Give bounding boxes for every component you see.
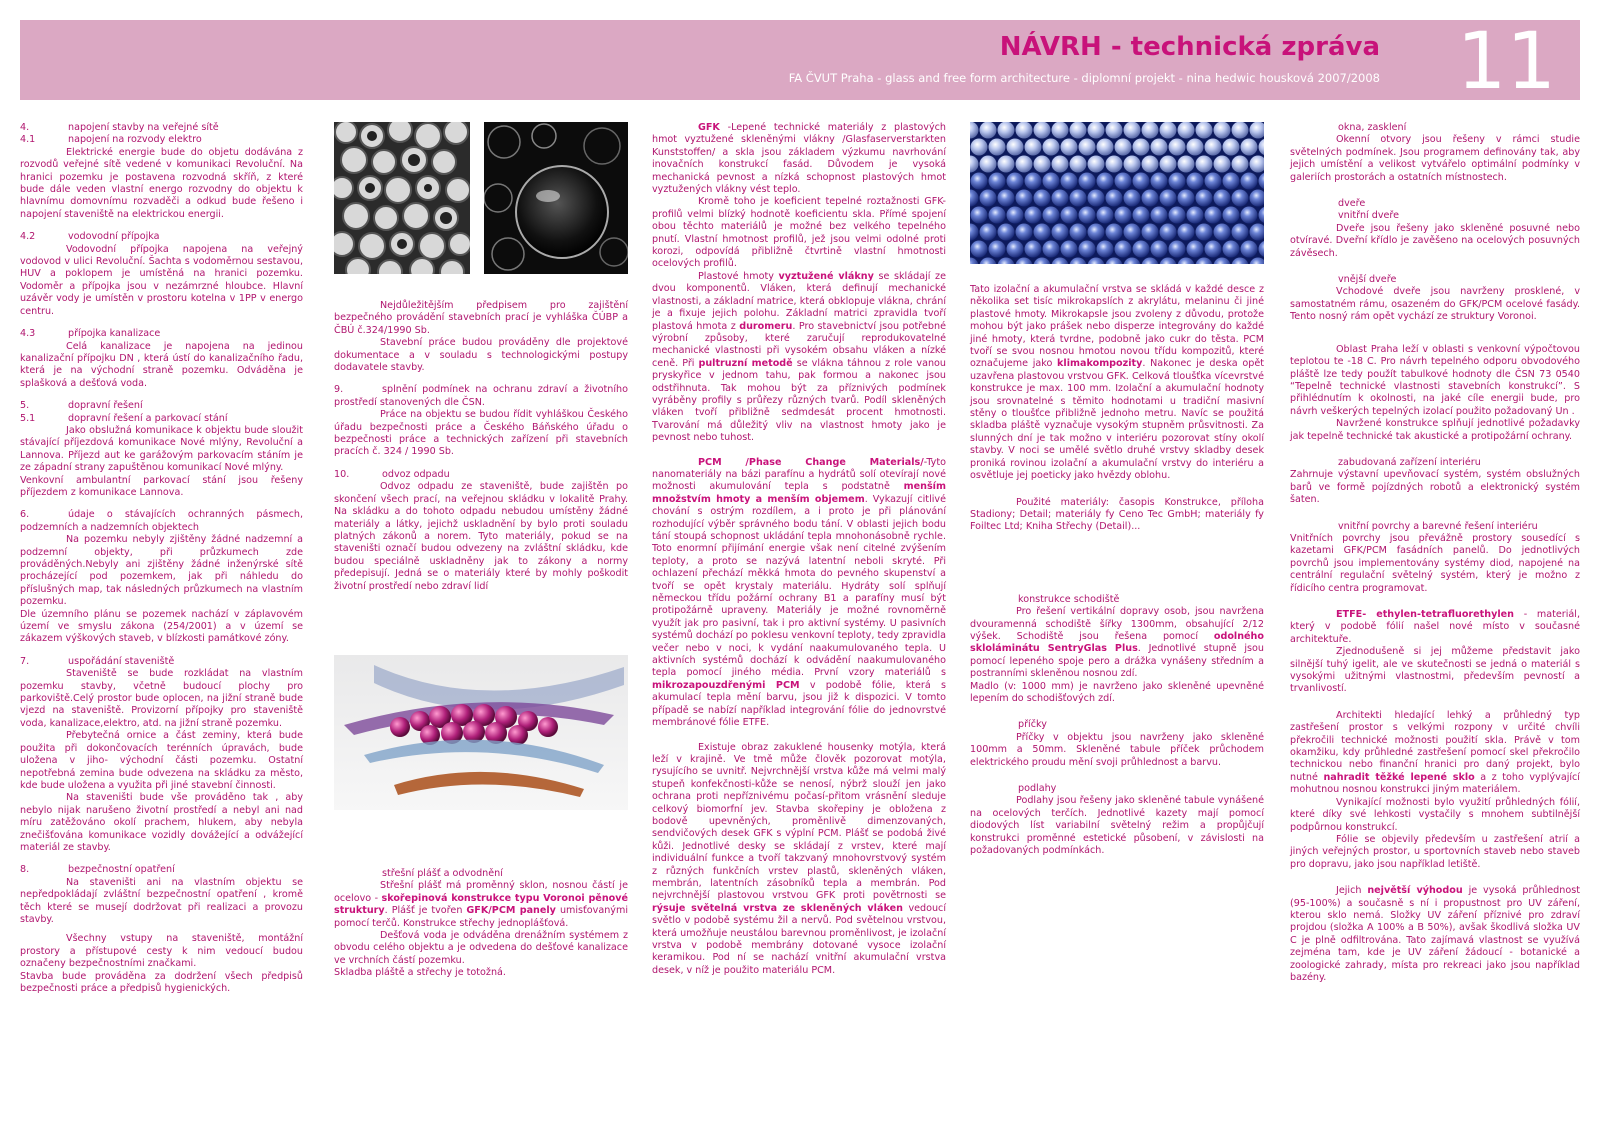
column-3 (652, 122, 946, 984)
paragraph: Střešní plášť má proměnný sklon, nosnou částí je ocelovo - skořepinová konstrukce typu Voronoi pěnové struktury. Plášť je tvořen GFK/PCM panely umisťovanými pomocí terčů. Konstrukce střechy jednoplášťová. (334, 880, 628, 929)
paragraph: Příčky v objektu jsou navrženy jako skleněné 100mm a 50mm. Skleněné tabule příček průchodem elektrického proudu mění svoji průhlednost a barvu. (970, 731, 1264, 768)
paragraph: Na pozemku nebyly zjištěny žádné nadzemní a podzemní objekty, při průzkumech zde prováděných.Nebyly ani zjištěny žádné inženýrské sítě procházející pod pozemkem, jak při náhledu do příslušných map, tak následných průzkumech na vlastním pozemku. (20, 534, 303, 608)
column-5 (1290, 122, 1580, 991)
paragraph: Tato izolační a akumulační vrstva se skládá v každé desce z několika set tisíc mikrokapslích z akrylátu, melaninu či jiné plastové hmoty. Mikrokapsle jsou zvoleny z důvodu, protože mohou být jako prášek nebo disperze integrovány do každé jiné hmoty, která tvrdne, podobně jako cukr do těsta. PCM tvoří se svou nosnou hmotou novou třídu kompozitů, které označujeme jako klimakompozity. Nakonec je deska opět uzavřena plastovou vrstvou GFK. Celková tloušťka vícevrstvé konstrukce je max. 100 mm. Izolační a akumulační hodnoty jsou srovnatelné s těmito hodnotami u tradiční masivní stěny o tloušťce přibližně jednoho metru. Navíc se použitá skladba pláště vyznačuje vysokým stupněm průsvitnosti. Za slunných dní je tak možno v interiéru pozorovat stíny okolí stavby. V noci se umělé světlo druhé vrstvy skladby desek proniká rovinou izolační a akumulační vrstvy do interiéru a osvětluje jej poeticky jako hvězdy oblohu. (970, 284, 1264, 482)
paragraph: Venkovní ambulantní parkovací stání jsou řešeny příjezdem z komunikace Lannova. (20, 474, 303, 498)
subsection-heading: zabudovaná zařízení interiéru (1338, 456, 1481, 468)
column-2 (334, 300, 628, 600)
paragraph: Vnitřních povrchy jsou převážně prostory sousedící s kazetami GFK/PCM fasádních panelů. Do jednotlivých povrchů jsou implementovány systémy diod, napojené na centrální regulační světelný systém, který je možno z řídicího centra programovat. (1290, 532, 1580, 594)
paragraph: Jejich největší výhodou je vysoká průhlednost (95-100%) a současně s ní i propustnost pro UV záření, kterou sklo nemá. Složky UV záření příznivé pro zdraví projdou (složka A 100% a B 50%), avšak škodlivá složka UV C je plně odfiltrována. Tato zajímavá vlastnost se využívá zejména tam, kde je UV záření žádoucí - botanické a zoologické zahrady, místa pro rekreaci jako jsou například bazény. (1290, 885, 1580, 983)
subsection-heading: vnitřní dveře (1338, 210, 1400, 222)
page-title: NÁVRH - technická zpráva (999, 32, 1380, 62)
paragraph: Zahrnuje výstavní upevňovací systém, systém obslužných barů ve formě pojízdných robotů a elektronický systém šaten. (1290, 469, 1580, 506)
subsection-heading: podlahy (1018, 783, 1057, 794)
paragraph: Okenní otvory jsou řešeny v rámci studie světelných podmínek. Jsou programem definovány tak, aby jejich umístění a velikost vytvářelo optimální podmínky v galeriích prostorách a ostatních místnostech. (1290, 134, 1580, 183)
paragraph: Odvoz odpadu ze staveniště, bude zajištěn po skončení všech prací, na veřejnou skládku v lokalitě Prahy. Na skládku a do tohoto odpadu nebudou umístěny žádné materiály a látky, jejichž uskladnění by bylo proti souladu platných zákonů a norem. Tyto materiály, pokud se na staveništi označí budou odvezeny na zvláštní skládku, kde budou speciálně uskladněny jak to zákony a normy předepisují. Jedná se o materiály které by mohly poškodit životní prostředí nebo zdraví lidí (334, 481, 628, 592)
paragraph: Kromě toho je koeficient tepelné roztažnosti GFK-profilů velmi blízký hodnotě koeficientu skla. Přímé spojení obou těchto materiálů je možné bez velkého tepelného pnutí. Vlastní hmotnost profilů, jež jsou velmi odolné proti korozi, odpovídá přibližně čtvrtině vlastní hmotnosti ocelových profilů. (652, 196, 946, 270)
paragraph: Jako obslužná komunikace k objektu bude sloužit stávající příjezdová komunikace Nové mlýny, Revoluční a Lannova. Příjezd aut ke garážovým parkovacím stáním je ze západní strany zapuštěnou komunikací Nové mlýny. (20, 424, 303, 474)
bubble-photo (484, 122, 628, 274)
paragraph: Vynikající možnosti bylo využití průhledných fólií, které díky své lehkosti vystačily s mnohem subtilnější podpůrnou konstrukcí. (1290, 796, 1580, 833)
paragraph: Použité materiály: časopis Konstrukce, příloha Stadiony; Detail; materiály fy Ceno Tec GmbH; materiály fy Foiltec Ltd; Kniha Střechy (Detail)... (970, 496, 1264, 533)
paragraph: Zjednodušeně si jej můžeme představit jako silnější tuhý igelit, ale ve skutečnosti se jedná o materiál s vysokými užitnými vlastnostmi, především pevností a trvanlivostí. (1290, 646, 1580, 695)
page-subtitle: FA ČVUT Praha - glass and free form architecture - diplomní projekt - nina hedwic housková 2007/2008 (788, 71, 1380, 85)
subsection-heading: vnější dveře (1338, 274, 1397, 286)
column-1 (20, 122, 303, 1002)
paragraph: Fólie se objevily především u zastřešení atrií a jiných veřejných prostor, u sportovních staveb nebo staveb pro dopravu, jako jsou například letiště. (1290, 833, 1580, 870)
subsection-heading: střešní plášť a odvodnění (382, 868, 503, 879)
paragraph: Dešťová voda je odváděna drenážním systémem z obvodu celého objektu a je odvedena do dešťové kanalizace ve vrchních částí pozemku. (334, 930, 628, 966)
paragraph: Celá kanalizace je napojena na jedinou kanalizační přípojku DN , která ústí do kanalizačního řadu, která je na východní straně pozemku. Odváděna je splašková a dešťová voda. (20, 340, 303, 389)
section-heading: 5.1 dopravní řešení a parkovací stání (20, 412, 228, 424)
section-heading: 4. napojení stavby na veřejné sítě (20, 122, 219, 133)
section-heading: 5. dopravní řešení (20, 400, 143, 412)
paragraph: Podlahy jsou řešeny jako skleněné tabule vynášené na ocelových terčích. Jednotlivé kazety mají pomocí diodových líst variabilní světelný režim a propůjčují konstrukci proměnné estetické působení, v závislosti na požadovaných podmínkách. (970, 795, 1264, 857)
column-4 (970, 284, 1264, 864)
section-heading: 10. odvoz odpadu (334, 468, 450, 480)
paragraph: Architekti hledající lehký a průhledný typ zastřešení prostor s velkými rozpony v určité chvíli překročili technické možnosti použití skla. Právě v tom okamžiku, kdy průhledné zastřešení pomocí skel překročilo technickou nebo finanční hranici pro daný projekt, bylo nutné nahradit těžké lepené sklo a z toho vyplývající mohutnou nosnou konstrukci jiným materiálem. (1290, 709, 1580, 796)
paragraph: Dveře jsou řešeny jako skleněné posuvné nebo otvíravé. Dveřní křídlo je zavěšeno na ocelových posuvných závěsech. (1290, 222, 1580, 259)
paragraph: Vchodové dveře jsou navrženy prosklené, v samostatném rámu, osazeném do GFK/PCM ocelové fasády. Tento nosný rám opět vychází ze struktury Voronoi. (1290, 286, 1580, 323)
subsection-heading: konstrukce schodiště (1018, 593, 1120, 605)
paragraph: Práce na objektu se budou řídit vyhláškou Českého úřadu bezpečnosti práce a Českého Báňského úřadu o bezpečnosti práce a technických zařízení při stavebních pracích č. 324 / 1990 Sb. (334, 409, 628, 458)
microcapsule-photo (970, 122, 1264, 264)
paragraph: Vodovodní přípojka napojena na veřejný vodovod v ulici Revoluční. Šachta s vodoměrnou sestavou, HUV a poklopem je umístěná na hranici pozemku. Vodoměr a přípojka jsou v nezámrzné hloubce. Hlavní uzávěr vody je umístěn v prostoru kotelna v 1PP v energo centru. (20, 243, 303, 317)
paragraph: Madlo (v: 1000 mm) je navrženo jako skleněné upevněné lepením do schodišťových zdí. (970, 680, 1264, 704)
paragraph: Dle územního plánu se pozemek nachází v záplavovém území ve smyslu zákona (254/2001) a v území se zákazem výškových staveb, v blízkosti památkové zóny. (20, 608, 303, 645)
section-heading: 9. splnění podmínek na ochranu zdraví a životního prostředí stanovených dle ČSN. (334, 384, 628, 408)
section-heading: 8. bezpečnostní opatření (20, 864, 175, 876)
paragraph: Na staveništi bude vše prováděno tak , aby nebylo nijak narušeno životní prostředí a nebyl ani nad míru zatěžováno okolí prachem, hlukem, aby nebyla znečišťována komunikace vozidly dovážející a odvážející materiál ze stavby. (20, 792, 303, 853)
subsection-heading: okna, zasklení (1338, 122, 1407, 133)
page-number: 11 (1456, 17, 1556, 107)
paragraph: Skladba pláště a střechy je totožná. (334, 967, 506, 979)
section-heading: 7. uspořádání staveniště (20, 655, 175, 667)
paragraph: Plastové hmoty vyztužené vlákny se skládají ze dvou komponentů. Vláken, která definují mechanické vlastnosti, a základní matrice, která obklopuje vlákna, chrání je a fixuje jejich polohu. Základní matrici zpravidla tvoří plastová hmota z duromeru. Pro stavebnictví jsou potřebné výrobní způsoby, které zaručují reprodukovatelné mechanické vlastnosti při vysokém obsahu vláken a nízké ceně. Při pultruzní metodě se vlákna táhnou z role vanou pryskyřice v jednom tahu, pak formou a nakonec jsou odstřihnuta. Tak mohou být za příznivých podmínek vyráběny profily s průřezy různých tvarů. Podíl skleněných vláken tvoří přibližně sedmdesát procent hmotnosti. Tvarování má důležitý vliv na vlastnost hmoty jako je pevnost nebo tuhost. (652, 270, 946, 444)
paragraph: Stavební práce budou prováděny dle projektové dokumentace a v souladu s technologickými postupy dodavatele stavby. (334, 337, 628, 374)
foam-photo (334, 122, 470, 274)
paragraph: Staveniště se bude rozkládat na vlastním pozemku stavby, včetně budoucí plochy pro parkoviště.Celý prostor bude oplocen, na jižní straně bude vjezd na staveniště. Provizorní přípojky pro staveniště voda, kanalizace,elektro, atd. na jižní straně pozemku. (20, 668, 303, 729)
section-heading: 6. údaje o stávajících ochranných pásmech, podzemních a nadzemních objektech (20, 509, 303, 533)
section-heading: 4.2 vodovodní přípojka (20, 231, 160, 243)
paragraph: Elektrické energie bude do objetu dodávána z rozvodů veřejné sítě vedené v komunikaci Revoluční. Na hranici pozemku je postavena rozvodná skříň, z které bude dále veden vlastní energo rozvodny do objektu k hlavnímu domovnímu rozvaděči a odkud bude řešeno i napojení staveniště na elektrickou energii. (20, 146, 303, 220)
section-heading: 4.1 napojení na rozvody elektro (20, 134, 202, 146)
paragraph: Přebytečná ornice a část zeminy, která bude použita při dokončovacích terénních úpravách, bude uložena v jiho- východní části pozemku. Ostatní nepotřebná zemina bude odvezena na skládku za město, kde bude uložena a využita při jiné stavební činnosti. (20, 730, 303, 791)
paragraph: Všechny vstupy na staveniště, montážní prostory a přístupové cesty k nim vedoucí budou označeny bezpečnostními značkami. (20, 933, 303, 970)
header-banner (20, 17, 1580, 107)
subsection-heading: příčky (1018, 719, 1047, 731)
subsection-heading: dveře (1338, 198, 1366, 210)
paragraph: ETFE- ethylen-tetrafluorethylen - materiál, který v podobě fólií našel nové místo v současné architektuře. (1290, 609, 1580, 645)
paragraph: PCM /Phase Change Materials/-Tyto nanomateriály na bázi parafínu a hydrátů solí otevírají nové možnosti akumulování tepla s podstatně menším množstvím hmoty a menším objemem. Vykazují citlivé chování s ostrým rozdílem, a i proto je při plánování rozhodující výběr správného bodu tání. V oblasti jejich bodu tání stoupá schopnost ukládání tepla mnohonásobně rychle. Toto enormní přijímání energie však není citelné zvýšením teploty, a proto se nazývá latentní neboli skryté. Při ochlazení přechází měkká hmota do pevného skupenství a tvoří se opět krystaly materiálu. Hydráty solí splňují německou třídu požární ochrany B1 a parafíny musí být protipožárně upraveny. Materiály je možné rovnoměrně využít jak pro pasivní, tak i pro aktivní systémy. U pasivních systémů dochází po poklesu venkovní teploty, tedy zpravidla večer nebo v noci, k vydání naakumulovaného tepla. U aktivních systémů dochází k odvádění naakumulovaného tepla pomocí jiného média. První vzory materiálů s mikrozapouzdřenými PCM v podobě fólie, která s akumulací tepla mění barvu, jsou již k dispozici. V tomto případě se nabízí například integrování fólie do jednovrstvé membránové fólie ETFE. (652, 456, 946, 729)
paragraph: Existuje obraz zakuklené housenky motýla, která leží v krajině. Ve tmě může člověk pozorovat motýla, rysujícího se uvnitř. Nejvrchnější vrstva kůže má velmi malý stupeň konfekčnosti-kůže se nenosí, nýbrž slouží jen jako ochrana proti nepříznivému počasí-přitom vrásnění sleduje celkový biomorfní jev. Stavba skořepiny je obložena z bodově upevněných, proměnlivě dimenzovaných, sendvičových desek GFK s výplní PCM. Plášť se podobá živé kůži. Jednotlivé desky se skládají z vrstev, které mají individuální funkce a tvoří takzvaný mnohovrstvový systém z různých funkčních vrstev plastů, skleněných vláken, membrán, latentních zásobníků tepla a membrán. Pod nejvrchnější plastovou vrstvou GFK proti povětrnosti se rýsuje světelná vrstva ze skleněných vláken vedoucí světlo v podobě systému žil a nervů. Pod světelnou vrstvou, která umožňuje neustálou barevnou proměnlivost, je izolační vrstva v podobě membrány dotované vysoce izolační keramikou. Pod ní se nachází vnitřní akumulační vrstva desek, v níž je použito materiálu PCM. (652, 741, 946, 976)
paragraph: Stavba bude prováděna za dodržení všech předpisů bezpečnosti práce a předpisů hygienických. (20, 970, 303, 994)
paragraph: GFK -Lepené technické materiály z plastových hmot vyztužené skleněnými vlákny /Glasfaserverstarkten Kunststoffen/ a skla jsou základem výzkumu navrhování inovačních konstrukcí fasád. Důvodem je vysoká mechanická pevnost a nízká schopnost plastových hmot vyztužených vlákny vést teplo. (652, 122, 946, 196)
paragraph: Oblast Praha leží v oblasti s venkovní výpočtovou teplotou te -18 C. Pro návrh tepelného odporu obvodového pláště lze tedy použít tabulkové hodnoty dle ČSN 73 0540 “Tepelně technické vlastnosti stavebních konstrukcí”. S přihlédnutím k okolnosti, na jaké cíle energii bude, pro návrh veškerých tepelných izolací použito požadovaný Un . (1290, 343, 1580, 417)
column-2-roof (334, 868, 628, 987)
subsection-heading: vnitřní povrchy a barevné řešení interiéru (1338, 520, 1538, 532)
section-heading: 4.3 přípojka kanalizace (20, 328, 161, 340)
wall-section-rendering (334, 655, 628, 810)
paragraph: Na staveništi ani na vlastním objektu se nepředpokládají zvláštní bezpečnostní opatření , kromě těch které se musejí dodržovat při realizaci a provozu stavby. (20, 876, 303, 925)
paragraph: Navržené konstrukce splňují jednotlivé požadavky jak tepelně technické tak akustické a protipožární ochrany. (1290, 418, 1580, 442)
paragraph: Pro řešení vertikální dopravy osob, jsou navržena dvouramenná schodiště šířky 1300mm, obsahující 2/12 výšek. Schodiště jsou řešena pomocí odolného skloláminátu SentryGlas Plus. Jednotlivé stupně jsou pomocí lepeného spoje pero a drážka vynášeny středním a postranními skleněnou nosnou zdí. (970, 606, 1264, 680)
paragraph: Nejdůležitějším předpisem pro zajištění bezpečného provádění stavebních prací je vyhláška ČÚBP a ČBÚ č.324/1990 Sb. (334, 300, 628, 336)
